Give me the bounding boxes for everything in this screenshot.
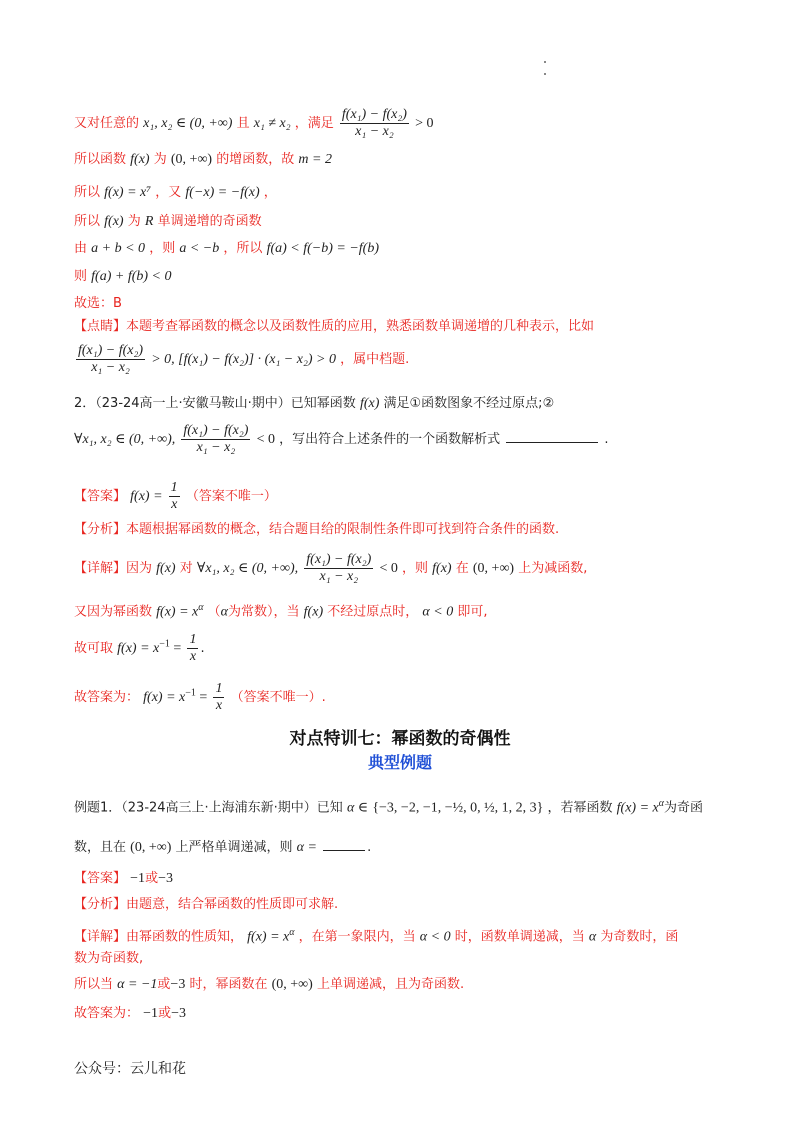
math: −3 [158,871,173,886]
solution-line-5 [74,240,379,258]
stray-mark [544,61,546,63]
text: ，属中档题. [340,352,410,367]
label: 【详解】因为 [74,561,153,576]
text: 且 [236,116,250,131]
text: 上严格单调递减，则 [175,840,293,855]
text: 或 [157,977,171,992]
text: 为常数），当 [228,604,300,620]
fraction [340,107,409,140]
numerator: 1 [215,681,223,696]
detail-line-2 [74,599,487,621]
text: 在 [455,561,469,576]
math: a < −b [179,241,220,256]
detail-line-5 [74,924,678,946]
math: f(−x) = −f(x) [185,185,260,200]
math: < 0 [379,561,398,576]
math: ∀x₁, x₂ ∈ (0, +∞), [74,432,176,447]
text: 为 [153,152,167,167]
answer-blank [506,430,598,443]
subsection-heading: 典型例题 [367,753,432,772]
footer-text: 公众号：云儿和花 [74,1061,186,1077]
math: f(x) = x [117,641,160,656]
math: f(x) [303,604,324,620]
answer-blank [323,838,365,851]
math: R [144,214,154,229]
analysis-line: 【分析】本题根据幂函数的概念，结合题目给的限制性条件即可找到符合条件的函数. [74,522,560,537]
fraction [76,343,145,376]
math: f(x) [104,214,124,229]
solution-line-3 [74,184,277,202]
example-1-cont [74,838,371,857]
math: f(x) = x [156,604,199,620]
text: 所以 [74,214,101,229]
example-1 [74,795,703,817]
math: m = 2 [298,152,332,167]
text: 则 [74,269,88,284]
text: 所以当 [74,977,114,992]
question-2-cont [74,423,609,456]
math: α = [296,840,317,855]
text: 例题1．（23-24高三上·上海浦东新·期中）已知 [74,800,343,816]
text: 或 [158,1006,172,1021]
math: (0, +∞) [271,977,313,992]
math: α < 0 [419,929,451,945]
math: x₁, x₂ ∈ (0, +∞) [143,116,233,131]
math: α ∈ [346,800,369,816]
detail-line-1 [74,552,587,585]
exponent: α [198,602,204,613]
exponent: −1 [185,687,196,699]
text: 又因为幂函数 [74,604,153,620]
math: (0, +∞) [170,152,213,167]
text: . [200,641,205,656]
text: ，若幂函数 [547,800,613,816]
exponent: −1 [159,638,170,650]
math: f(a) + f(b) < 0 [91,269,172,284]
text: （答案不唯一）. [230,690,326,705]
comment-formula [74,343,409,376]
math: f(a) < f(−b) = −f(b) [266,241,379,256]
math: f(x) = [130,489,163,504]
text: 所以函数 [74,152,127,167]
text: 又对任意的 [74,116,140,131]
text: 不经过原点时， [327,604,419,620]
denominator: x₁ − x₂ [196,440,236,455]
text: 的增函数，故 [216,152,295,167]
fraction [304,552,373,585]
section-heading: 对点特训七：幂函数的奇偶性 [289,729,511,749]
math: = [195,690,208,705]
text: ，写出符合上述条件的一个函数解析式 [279,432,501,447]
text: 为奇数时，函 [600,929,679,945]
math: a + b < 0 [91,241,146,256]
math: f(x) [359,396,380,411]
math: < 0 [256,432,275,447]
fraction [187,632,198,665]
text: 对 [179,561,193,576]
solution-line-6 [74,268,171,286]
answer-line [74,480,277,513]
text: 数，且在 [74,840,127,855]
numerator: f(x₁) − f(x₂) [78,343,144,358]
denominator: x₁ − x₂ [319,569,359,584]
denominator: x [189,649,197,664]
label: 【答案】 [74,871,127,886]
text: 上单调递减，且为奇函数. [316,977,465,992]
label: 【详解】由幂函数的性质知， [74,929,244,945]
math: > 0, [f(x₁) − f(x₂)] · (x₁ − x₂) > 0 [151,352,336,367]
math: > 0 [415,116,434,131]
text: 上为减函数, [518,561,588,576]
text: （ [207,604,221,620]
math: f(x) = x [616,800,659,816]
math: ∀x₁, x₂ ∈ (0, +∞), [196,561,299,576]
text: 满足①函数图象不经过原点;② [383,396,555,411]
denominator: x [215,698,223,713]
detail-line-5-cont: 数为奇函数, [74,951,144,966]
math: f(x) = x [143,690,186,705]
answer-line-2 [74,870,173,888]
comment-line: 【点睛】本题考查幂函数的概念以及函数性质的应用，熟悉函数单调递增的几种表示，比如 [74,319,595,334]
fraction [181,423,250,456]
analysis-line-2: 【分析】由题意，结合幂函数的性质即可求解. [74,897,339,912]
math: −3 [171,1006,186,1021]
fraction [169,480,180,513]
denominator: x₁ − x₂ [91,360,130,375]
text: 时，函数单调递减，当 [454,929,585,945]
math: f(x) [156,561,176,576]
question-2 [74,395,554,413]
text: . [367,840,372,855]
text: ，满足 [294,116,334,131]
exponent: α [289,927,295,938]
math-set: {−3, −2, −1, −½, 0, ½, 1, 2, 3} [372,800,544,816]
detail-line-6 [74,976,464,994]
math: f(x) [432,561,452,576]
math: −1 [130,871,146,886]
math: α = −1 [117,977,158,992]
text: 为 [127,214,141,229]
text: ， [263,185,277,200]
text: ，在第一象限内，当 [298,929,416,945]
text: 或 [145,871,159,886]
math: α < 0 [422,604,454,620]
text: 所以 [74,185,101,200]
detail-line-7 [74,1005,186,1023]
choice-line: 故选：B [74,296,122,311]
text: 2．（23-24高一上·安徽马鞍山·期中）已知幂函数 [74,396,356,411]
text: 故答案为： [74,690,140,705]
math: −1 [143,1006,159,1021]
text: 故可取 [74,641,114,656]
text: 即可, [457,604,488,620]
math: (0, +∞) [472,561,515,576]
numerator: 1 [189,632,197,647]
text: 为奇函 [663,800,703,816]
math: x₁ ≠ x₂ [253,116,291,131]
denominator: x₁ − x₂ [355,124,394,139]
math: −3 [170,977,186,992]
exponent: α [658,798,664,809]
label: 【答案】 [74,489,127,504]
solution-line-2 [74,151,332,169]
solution-line-1 [74,107,433,140]
text: . [604,432,609,447]
math: = [169,641,182,656]
numerator: f(x₁) − f(x₂) [341,107,407,122]
text: （答案不唯一） [185,489,277,504]
text: 由 [74,241,88,256]
text: 时，幂函数在 [189,977,268,992]
numerator: f(x₁) − f(x₂) [183,423,249,438]
math: α [220,604,229,620]
stray-mark [544,73,546,75]
text: 故答案为： [74,1006,140,1021]
numerator: 1 [170,480,178,495]
numerator: f(x₁) − f(x₂) [306,552,372,567]
detail-line-4 [74,681,326,714]
text: ，则 [149,241,176,256]
text: ，所以 [223,241,263,256]
denominator: x [171,497,178,512]
text: ，又 [155,185,182,200]
text: 单调递增的奇函数 [157,214,262,229]
math: f(x) [130,152,150,167]
math: f(x) = x [247,929,290,945]
math: (0, +∞) [130,840,172,855]
math: α [588,929,597,945]
fraction [213,681,224,714]
solution-line-4 [74,213,262,231]
detail-line-3 [74,632,205,665]
text: ，则 [402,561,429,576]
math: f(x) = x⁷ [104,185,152,200]
